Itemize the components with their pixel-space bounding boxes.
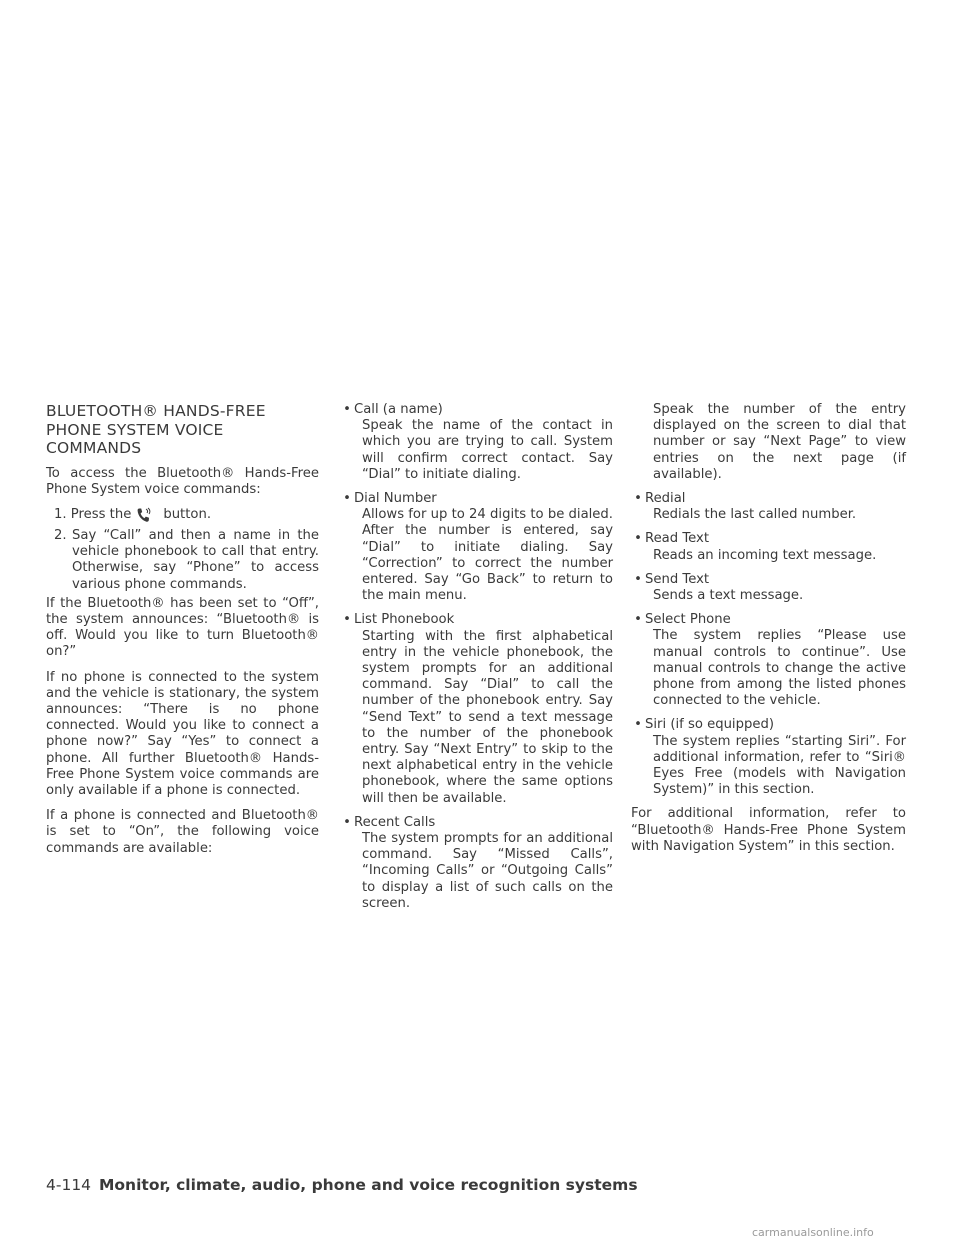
watermark: carmanualsonline.info <box>752 1226 874 1239</box>
heading-line: COMMANDS <box>46 439 142 457</box>
command-continuation <box>631 402 906 483</box>
command-title: Siri (if so equipped) <box>645 717 774 733</box>
step-2-number: 2. <box>54 527 67 543</box>
command-title: Select Phone <box>645 612 731 628</box>
page-number: 4-114 <box>46 1176 92 1194</box>
command-description: Sends a text message. <box>653 588 804 604</box>
command-item <box>631 717 906 798</box>
command-description: Allows for up to 24 digits to be dialed. After the number is entered, say “Dial” to initiate dialing. Say “Correction” to correct the number entered. Say “Go Back” to return to the main menu. <box>362 507 613 604</box>
paragraph-bluetooth-off: If the Bluetooth® has been set to “Off”, the system announces: “Bluetooth® is off. Would you like to turn Bluetooth® on?” <box>46 595 319 660</box>
command-title: List Phonebook <box>354 612 455 628</box>
command-item <box>631 572 906 604</box>
chapter-title: Monitor, climate, audio, phone and voice recognition systems <box>98 1176 638 1194</box>
command-description: The system prompts for an additional command. Say “Missed Calls”, “Incoming Calls” or “Outgoing Calls” to display a list of such calls on the screen. <box>362 831 613 911</box>
command-description: Speak the name of the contact in which you are trying to call. System will confirm correct contact. Say “Dial” to initiate dialing. <box>362 418 613 482</box>
bullet-dot: • <box>634 491 642 507</box>
section-heading <box>46 402 319 458</box>
command-item <box>340 612 613 806</box>
command-description: Speak the number of the entry displayed on the screen to dial that number or say “Next Page” to view entries on the next page (if available). <box>653 402 906 482</box>
command-title: Redial <box>645 491 686 507</box>
command-title: Call (a name) <box>354 402 443 417</box>
intro-paragraph: To access the Bluetooth® Hands-Free Phone System voice commands: <box>46 465 319 497</box>
closing-paragraph: For additional information, refer to “Bluetooth® Hands-Free Phone System with Navigation System” in this section. <box>631 806 906 854</box>
command-description: Starting with the first alphabetical entry in the vehicle phonebook, the system prompts for an additional command. Say “Dial” to call the number of the phonebook entry. Say “Send Text” to send a text message to the number of the phonebook entry. Say “Next Entry” to skip to the next alphabetical entry in the vehicle phonebook, where the same options will then be available. <box>362 628 613 806</box>
column-3 <box>631 402 906 864</box>
command-item <box>340 815 613 912</box>
command-item <box>631 531 906 563</box>
command-item <box>631 612 906 709</box>
column-1 <box>46 402 319 866</box>
command-description: Redials the last called number. <box>653 507 857 523</box>
column-2 <box>340 402 613 920</box>
command-title: Recent Calls <box>354 814 436 830</box>
step-1-suffix: button. <box>163 506 212 522</box>
paragraph-phone-connected: If a phone is connected and Bluetooth® is set to “On”, the following voice commands are available: <box>46 808 319 856</box>
phone-voice-icon <box>135 507 153 525</box>
command-item <box>631 491 906 523</box>
command-title: Dial Number <box>354 491 437 507</box>
command-description: Reads an incoming text message. <box>653 547 877 563</box>
heading-line: BLUETOOTH® HANDS-FREE <box>46 402 266 420</box>
command-description: The system replies “starting Siri”. For additional information, refer to “Siri® Eyes Free (models with Navigation System)” in this section. <box>653 733 906 798</box>
step-2 <box>54 528 319 593</box>
command-title: Read Text <box>645 531 709 547</box>
command-description: The system replies “Please use manual controls to continue”. Use manual controls to change the active phone from among the listed phones connected to the vehicle. <box>653 628 906 709</box>
bullet-dot: • <box>634 612 642 628</box>
step-1 <box>54 507 319 525</box>
paragraph-no-phone: If no phone is connected to the system and the vehicle is stationary, the system announces: “There is no phone connected. Would you like to connect a phone now?” Say “Yes” to connect a phone. All further Bluetooth® Hands-Free Phone System voice commands are only available if a phone is connected. <box>46 669 319 798</box>
page-footer <box>46 1176 638 1194</box>
command-item <box>340 402 613 483</box>
bullet-dot: • <box>343 402 351 417</box>
step-1-prefix: 1. Press the <box>54 506 132 522</box>
bullet-dot: • <box>343 612 351 628</box>
bullet-dot: • <box>343 491 351 507</box>
step-2-text: Say “Call” and then a name in the vehicle phonebook to call that entry. Otherwise, say “Phone” to access various phone commands. <box>72 527 319 592</box>
command-title: Send Text <box>645 571 710 587</box>
bullet-dot: • <box>343 814 351 830</box>
command-item <box>340 491 613 604</box>
heading-line: PHONE SYSTEM VOICE <box>46 420 224 439</box>
bullet-dot: • <box>634 571 642 587</box>
bullet-dot: • <box>634 531 642 547</box>
bullet-dot: • <box>634 717 642 733</box>
